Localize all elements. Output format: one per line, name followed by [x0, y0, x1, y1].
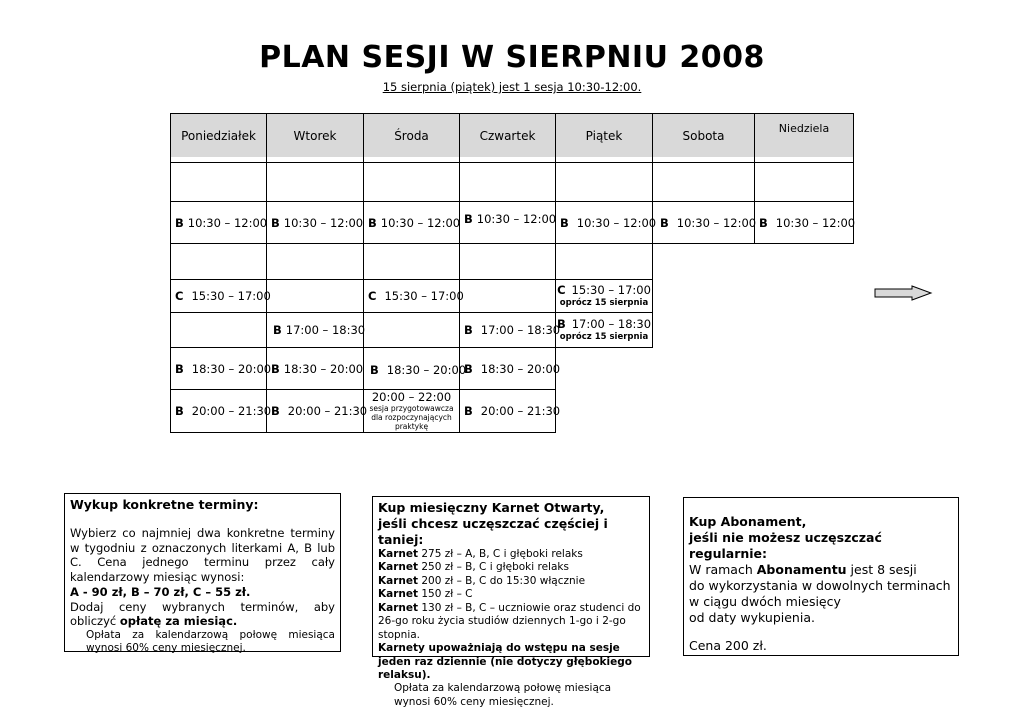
karnet-label: Karnet — [378, 601, 419, 614]
session-time: 10:30 – 12:00 — [676, 215, 757, 230]
header-label: Niedziela — [778, 122, 830, 135]
session-letter: B — [464, 323, 473, 337]
price: Cena 200 zł. — [689, 638, 767, 653]
session-line — [557, 318, 651, 332]
session-tue-2000 — [266, 389, 368, 433]
session-mon-1030 — [170, 201, 267, 244]
header-friday — [555, 113, 653, 158]
empty-cell — [266, 162, 364, 202]
session-thu-2000 — [459, 389, 561, 433]
session-wed-2000 — [363, 389, 460, 433]
header-label: Poniedziałek — [181, 128, 256, 143]
session-sat-1030 — [652, 201, 755, 244]
session-tue-1830 — [266, 347, 364, 390]
session-time: 15:30 – 17:00 — [571, 283, 651, 297]
session-time: 18:30 – 20:00 — [480, 361, 561, 376]
discount-note: Opłata za kalendarzową połowę miesiąca wynosi 60% ceny miesięcznej. — [86, 629, 335, 655]
info-box-abonament — [683, 497, 959, 656]
session-letter: B — [175, 404, 184, 418]
session-wed-1530 — [363, 279, 464, 313]
header-monday — [170, 113, 267, 158]
karnet-item — [378, 548, 644, 561]
session-thu-1700 — [459, 312, 561, 348]
session-note: oprócz 15 sierpnia — [559, 297, 649, 308]
box-heading: jeśli chcesz uczęszczać częściej i taniej: — [378, 516, 608, 547]
karnet-desc: 200 zł – B, C do 15:30 włącznie — [418, 574, 586, 587]
empty-cell — [459, 279, 556, 313]
box-heading: Kup Abonament, — [689, 514, 807, 529]
session-letter: B — [273, 323, 282, 337]
empty-cell — [363, 162, 460, 202]
session-letter: B — [175, 361, 184, 376]
session-fri-1030 — [555, 201, 657, 244]
text-part: W ramach — [689, 562, 757, 577]
session-fri-1530 — [555, 279, 653, 313]
session-note: oprócz 15 sierpnia — [559, 331, 649, 342]
karnet-item — [378, 575, 644, 588]
session-letter: B — [464, 361, 473, 376]
header-saturday — [652, 113, 755, 158]
session-time: 17:00 – 18:30 — [480, 323, 561, 337]
session-letter: B — [464, 404, 473, 418]
empty-cell — [459, 162, 556, 202]
header-label: Wtorek — [293, 128, 337, 143]
karnet-item — [378, 561, 644, 574]
session-line — [557, 284, 651, 298]
session-fri-1700 — [555, 312, 653, 348]
box-text: Wybierz co najmniej dwa konkretne terminy w tygodniu z oznaczonych literkami A, B lub C. Cena jednego terminu przez cały kalendarzowy miesiąc wynosi: — [70, 526, 335, 585]
box-text: od daty wykupienia. — [689, 610, 815, 625]
session-time: 15:30 – 17:00 — [191, 289, 271, 303]
karnet-item — [378, 602, 644, 642]
karnet-label: Karnet — [378, 548, 419, 560]
arrow-right-icon — [874, 285, 934, 301]
header-sunday — [754, 113, 854, 158]
empty-cell — [266, 243, 364, 280]
karnet-item — [378, 588, 644, 601]
page-subtitle: 15 sierpnia (piątek) jest 1 sesja 10:30-12:00. — [382, 80, 642, 94]
karnet-desc: 250 zł – B, C i głęboki relaks — [418, 561, 569, 574]
karnet-label: Karnet — [378, 574, 419, 587]
session-letter: B — [175, 215, 184, 230]
session-time: 18:30 – 20:00 — [191, 361, 272, 376]
discount-note: Opłata za kalendarzową połowę miesiąca wynosi 60% ceny miesięcznej. — [394, 682, 612, 708]
empty-cell — [459, 243, 556, 280]
session-time: 20:00 – 22:00 — [371, 389, 452, 404]
box-heading: Wykup konkretne terminy: — [70, 497, 259, 512]
session-tue-1700 — [266, 312, 364, 348]
session-time: 17:00 – 18:30 — [285, 323, 366, 337]
session-note: sesja przygotowawcza dla rozpoczynających praktykę — [369, 404, 454, 432]
empty-cell — [170, 162, 267, 202]
empty-cell — [754, 162, 854, 202]
empty-cell — [170, 243, 267, 280]
session-letter: B — [271, 404, 280, 418]
empty-cell — [170, 312, 267, 348]
empty-cell — [555, 162, 653, 202]
session-letter: B — [370, 363, 379, 377]
karnet-desc: 130 zł – B, C – uczniowie oraz studenci do 26-go roku życia studiów dziennych 1-go i 2-go stopnia. — [378, 601, 641, 641]
session-sun-1030 — [754, 201, 854, 244]
session-letter: B — [271, 215, 280, 230]
session-letter: B — [560, 215, 569, 230]
karnet-label: Karnet — [378, 561, 419, 574]
spacer — [689, 626, 953, 638]
session-letter: B — [660, 215, 669, 230]
session-letter: B — [759, 215, 768, 230]
session-letter: B — [368, 215, 377, 230]
session-letter: B — [464, 212, 473, 226]
header-label: Sobota — [682, 128, 725, 143]
session-time: 20:00 – 21:30 — [287, 404, 368, 418]
empty-cell — [363, 243, 460, 280]
box-heading: Kup miesięczny Karnet Otwarty, — [378, 500, 605, 515]
text-bold: Abonamentu — [756, 562, 847, 577]
session-wed-1030 — [363, 201, 460, 244]
session-time: 10:30 – 12:00 — [380, 215, 461, 230]
session-wed-1830 — [363, 347, 467, 390]
header-label: Środa — [394, 128, 429, 143]
header-label: Piątek — [585, 128, 623, 143]
session-time: 10:30 – 12:00 — [576, 215, 657, 230]
session-tue-1030 — [266, 201, 364, 244]
session-time: 18:30 – 20:00 — [386, 363, 467, 377]
price-list: A - 90 zł, B – 70 zł, C – 55 zł. — [70, 584, 251, 599]
info-box-karnet — [372, 496, 650, 708]
session-time: 20:00 – 21:30 — [480, 404, 561, 418]
empty-cell — [652, 162, 755, 202]
empty-cell — [266, 279, 364, 313]
session-letter: B — [556, 317, 566, 331]
karnet-desc: 275 zł – A, B, C i głęboki relaks — [418, 548, 583, 560]
session-letter: C — [368, 289, 377, 303]
page-title: PLAN SESJI W SIERPNIU 2008 — [259, 40, 765, 75]
text-part: Dodaj ceny wybranych terminów, aby obliczyć — [70, 599, 335, 629]
session-time: 10:30 – 12:00 — [187, 215, 268, 230]
info-box-specific-terms — [64, 493, 341, 655]
session-thu-1030 — [459, 201, 556, 244]
session-time: 10:30 – 12:00 — [476, 212, 557, 226]
box-text: do wykorzystania w dowolnych terminach w ciągu dwóch miesięcy — [689, 578, 951, 609]
karnet-desc: 150 zł – C — [418, 588, 473, 601]
spacer — [70, 513, 335, 526]
session-letter: B — [271, 361, 280, 376]
header-tuesday — [266, 113, 364, 158]
empty-gap — [363, 312, 460, 348]
text-bold: opłatę za miesiąc. — [119, 614, 238, 629]
session-mon-2000 — [170, 389, 272, 433]
header-wednesday — [363, 113, 460, 158]
empty-cell — [555, 243, 653, 280]
session-mon-1830 — [170, 347, 272, 390]
session-letter: C — [175, 289, 184, 303]
session-time: 18:30 – 20:00 — [283, 361, 364, 376]
box-heading: jeśli nie możesz uczęszczać regularnie: — [689, 530, 882, 561]
header-thursday — [459, 113, 556, 158]
session-time: 10:30 – 12:00 — [775, 215, 856, 230]
karnet-label: Karnet — [378, 588, 419, 601]
box-text — [689, 562, 953, 578]
box-text — [70, 600, 335, 629]
session-time: 17:00 – 18:30 — [571, 317, 652, 331]
session-time: 15:30 – 17:00 — [384, 289, 464, 303]
session-thu-1830 — [459, 347, 561, 390]
session-time: 20:00 – 21:30 — [191, 404, 272, 418]
session-time: 10:30 – 12:00 — [283, 215, 364, 230]
session-mon-1530 — [170, 279, 271, 313]
karnet-note: Karnety upoważniają do wstępu na sesje jeden raz dziennie (nie dotyczy głębokiego relaksu). — [378, 642, 632, 681]
session-letter: C — [557, 283, 566, 297]
header-label: Czwartek — [479, 128, 536, 143]
text-part: jest 8 sesji — [846, 562, 917, 577]
